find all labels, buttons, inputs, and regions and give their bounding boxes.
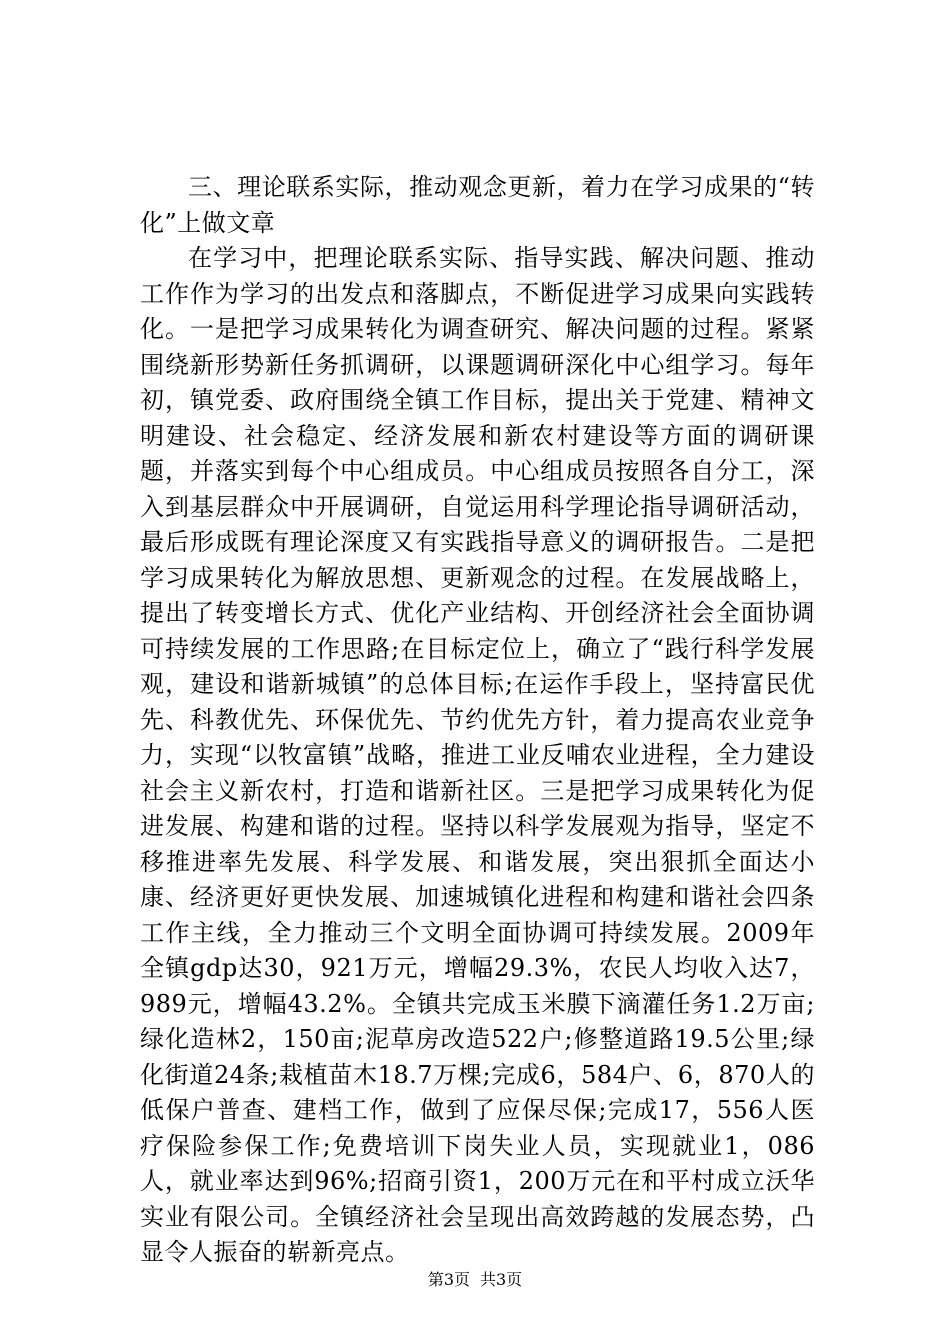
- section-heading: 三、理论联系实际，推动观念更新，着力在学习成果的“转化”上做文章: [140, 173, 815, 237]
- page-total: 共3页: [480, 1270, 523, 1289]
- page-number: 第3页: [427, 1270, 470, 1289]
- document-body: [140, 170, 815, 1271]
- page-footer: [0, 1270, 950, 1290]
- body-paragraph: 在学习中，把理论联系实际、指导实践、解决问题、推动工作作为学习的出发点和落脚点，不断促进学习成果向实践转化。一是把学习成果转化为调查研究、解决问题的过程。紧紧围绕新形势新任务抓调研，以课题调研深化中心组学习。每年初，镇党委、政府围绕全镇工作目标，提出关于党建、精神文明建设、社会稳定、经济发展和新农村建设等方面的调研课题，并落实到每个中心组成员。中心组成员按照各自分工，深入到基层群众中开展调研，自觉运用科学理论指导调研活动，最后形成既有理论深度又有实践指导意义的调研报告。二是把学习成果转化为解放思想、更新观念的过程。在发展战略上，提出了转变增长方式、优化产业结构、开创经济社会全面协调可持续发展的工作思路;在目标定位上，确立了“践行科学发展观，建设和谐新城镇”的总体目标;在运作手段上，坚持富民优先、科教优先、环保优先、节约优先方针，着力提高农业竞争力，实现“以牧富镇”战略，推进工业反哺农业进程，全力建设社会主义新农村，打造和谐新社区。三是把学习成果转化为促进发展、构建和谐的过程。坚持以科学发展观为指导，坚定不移推进率先发展、科学发展、和谐发展，突出狠抓全面达小康、经济更好更快发展、加速城镇化进程和构建和谐社会四条工作主线，全力推动三个文明全面协调可持续发展。2009年全镇gdp达30，921万元，增幅29.3%，农民人均收入达7，989元，增幅43.2%。全镇共完成玉米膜下滴灌任务1.2万亩;绿化造林2，150亩;泥草房改造522户;修整道路19.5公里;绿化街道24条;栽植苗木18.7万棵;完成6，584户、6，870人的低保户普查、建档工作，做到了应保尽保;完成17，556人医疗保险参保工作;免费培训下岗失业人员，实现就业1，086人，就业率达到96%;招商引资1，200万元在和平村成立沃华实业有限公司。全镇经济社会呈现出高效跨越的发展态势，凸显令人振奋的崭新亮点。: [140, 244, 815, 1266]
